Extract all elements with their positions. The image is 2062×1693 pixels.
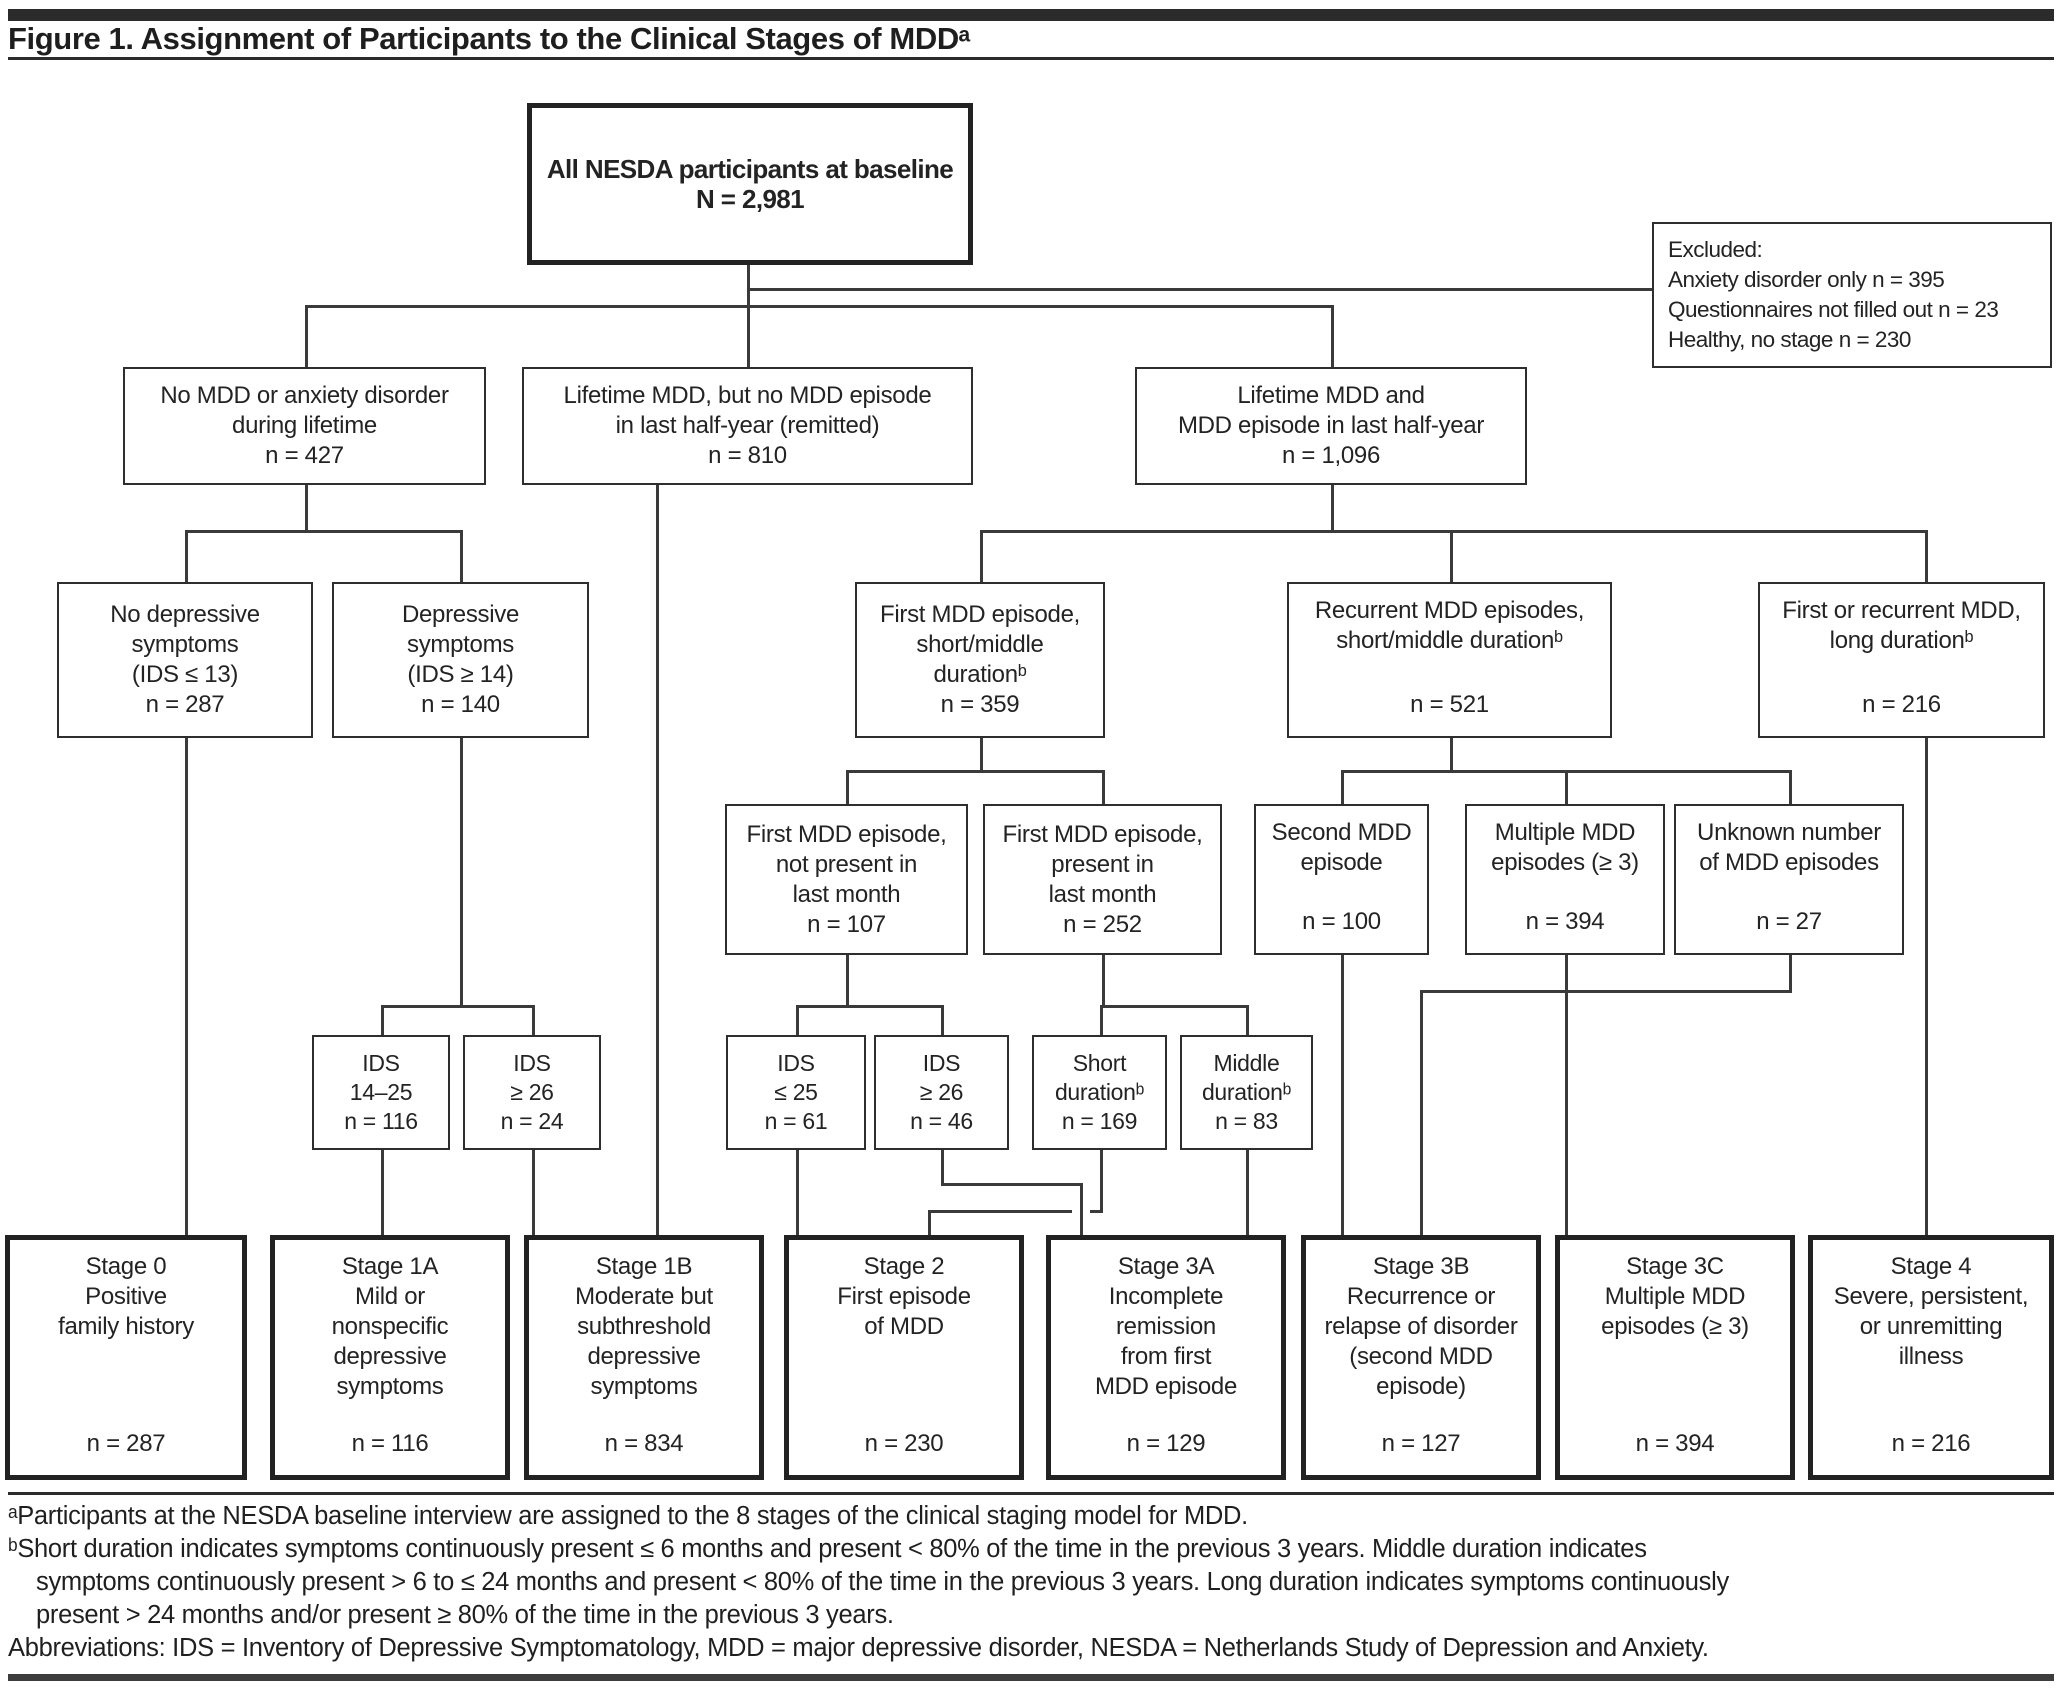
connector bbox=[305, 485, 308, 530]
connector bbox=[381, 1005, 384, 1035]
box-excluded: Excluded: Anxiety disorder only n = 395 Questionnaires not filled out n = 23 Healthy, no stage n = 230 bbox=[1652, 222, 2052, 368]
box-no-depressive-symptoms: No depressive symptoms (IDS ≤ 13) n = 287 bbox=[57, 582, 313, 738]
footnotes bbox=[8, 1500, 2056, 1665]
connector bbox=[460, 530, 463, 582]
connector bbox=[1246, 1005, 1249, 1035]
figure-title: Figure 1. Assignment of Participants to the Clinical Stages of MDDᵃ bbox=[8, 21, 971, 56]
connector bbox=[846, 955, 849, 1005]
connector bbox=[941, 1150, 944, 1183]
connector bbox=[185, 530, 188, 582]
connector bbox=[460, 738, 463, 1005]
connector-remitted-to-stage1b bbox=[656, 485, 659, 1235]
connector bbox=[1450, 738, 1453, 770]
box-stage-3c: Stage 3C Multiple MDD episodes (≥ 3) n = 394 bbox=[1555, 1235, 1795, 1480]
connector bbox=[381, 1150, 384, 1235]
connector bbox=[185, 530, 463, 533]
connector bbox=[1100, 1150, 1103, 1213]
connector bbox=[1341, 955, 1344, 1235]
connector bbox=[796, 1005, 944, 1008]
box-second-episode: Second MDD episode n = 100 bbox=[1254, 804, 1429, 955]
box-middle-duration: Middle durationᵇ n = 83 bbox=[1180, 1035, 1313, 1150]
connector bbox=[980, 738, 983, 770]
box-short-duration: Short durationᵇ n = 169 bbox=[1032, 1035, 1167, 1150]
title-underline bbox=[8, 57, 2054, 60]
connector bbox=[846, 770, 1105, 773]
footnote-a: ᵃParticipants at the NESDA baseline interview are assigned to the 8 stages of the clinical staging model for MDD. bbox=[8, 1502, 1248, 1530]
connector bbox=[980, 530, 1928, 533]
box-stage-1b: Stage 1B Moderate but subthreshold depressive symptoms n = 834 bbox=[524, 1235, 764, 1480]
box-ids-ge26-b: IDS ≥ 26 n = 46 bbox=[874, 1035, 1009, 1150]
box-stage-0: Stage 0 Positive family history n = 287 bbox=[5, 1235, 247, 1480]
footnote-b-line3: present > 24 months and/or present ≥ 80% of the time in the previous 3 years. bbox=[36, 1601, 894, 1629]
connector bbox=[1789, 770, 1792, 804]
connector-longdur-to-stage4 bbox=[1925, 738, 1928, 1235]
connector bbox=[1450, 530, 1453, 582]
connector bbox=[1102, 955, 1105, 1005]
connector bbox=[1925, 530, 1928, 582]
connector bbox=[532, 1150, 535, 1235]
connector-excluded bbox=[747, 288, 1652, 291]
connector bbox=[1246, 1150, 1249, 1235]
connector bbox=[1100, 1005, 1103, 1035]
connector bbox=[846, 770, 849, 804]
footnote-b-line1: ᵇShort duration indicates symptoms continuously present ≤ 6 months and present < 80% of the time in the previous 3 years. Middle duration indicates bbox=[8, 1535, 1647, 1563]
box-no-mdd-lifetime: No MDD or anxiety disorder during lifetime n = 427 bbox=[123, 367, 486, 485]
box-first-episode-short-middle: First MDD episode, short/middle durationᵇ n = 359 bbox=[855, 582, 1105, 738]
box-stage-3a: Stage 3A Incomplete remission from first MDD episode n = 129 bbox=[1046, 1235, 1286, 1480]
box-remitted-mdd: Lifetime MDD, but no MDD episode in last half-year (remitted) n = 810 bbox=[522, 367, 973, 485]
connector bbox=[796, 1150, 799, 1235]
box-all-participants: All NESDA participants at baseline N = 2,981 bbox=[527, 103, 973, 265]
connector bbox=[928, 1210, 931, 1235]
connector bbox=[305, 305, 1334, 308]
box-stage-3b: Stage 3B Recurrence or relapse of disorder (second MDD episode) n = 127 bbox=[1301, 1235, 1541, 1480]
connector bbox=[1420, 990, 1423, 1235]
box-stage-2: Stage 2 First episode of MDD n = 230 bbox=[784, 1235, 1024, 1480]
connector-unknown-to-stage3b bbox=[1420, 990, 1792, 993]
connector bbox=[381, 1005, 535, 1008]
box-multiple-episodes: Multiple MDD episodes (≥ 3) n = 394 bbox=[1465, 804, 1665, 955]
box-first-episode-not-present: First MDD episode, not present in last month n = 107 bbox=[725, 804, 968, 955]
bottom-rule-thick bbox=[8, 1674, 2054, 1681]
box-unknown-episodes: Unknown number of MDD episodes n = 27 bbox=[1674, 804, 1904, 955]
box-stage-4: Stage 4 Severe, persistent, or unremitting illness n = 216 bbox=[1808, 1235, 2054, 1480]
connector bbox=[941, 1005, 944, 1035]
box-ids-14-25: IDS 14–25 n = 116 bbox=[312, 1035, 450, 1150]
box-first-recurrent-long: First or recurrent MDD, long durationᵇ n = 216 bbox=[1758, 582, 2045, 738]
connector bbox=[796, 1005, 799, 1035]
top-rule-thick bbox=[8, 9, 2054, 21]
connector bbox=[1341, 770, 1344, 804]
box-stage-1a: Stage 1A Mild or nonspecific depressive symptoms n = 116 bbox=[270, 1235, 510, 1480]
connector bbox=[980, 530, 983, 582]
footnote-b-line2: symptoms continuously present > 6 to ≤ 24 months and present < 80% of the time in the previous 3 years. Long duration indicates symptoms continuously bbox=[36, 1568, 1729, 1596]
connector bbox=[1789, 955, 1792, 993]
box-recurrent-short-middle: Recurrent MDD episodes, short/middle durationᵇ n = 521 bbox=[1287, 582, 1612, 738]
connector-nodep-to-stage0 bbox=[185, 738, 188, 1235]
connector bbox=[1080, 1183, 1083, 1235]
footnote-abbreviations: Abbreviations: IDS = Inventory of Depressive Symptomatology, MDD = major depressive disorder, NESDA = Netherlands Study of Depression and Anxiety. bbox=[8, 1634, 1709, 1662]
connector bbox=[941, 1183, 1083, 1186]
footnote-rule bbox=[8, 1492, 2054, 1495]
box-first-episode-present: First MDD episode, present in last month n = 252 bbox=[983, 804, 1222, 955]
connector bbox=[928, 1210, 1072, 1213]
connector bbox=[1100, 1005, 1249, 1008]
connector bbox=[1090, 1210, 1103, 1213]
connector bbox=[1331, 305, 1334, 367]
connector bbox=[532, 1005, 535, 1035]
box-ids-ge26-a: IDS ≥ 26 n = 24 bbox=[463, 1035, 601, 1150]
box-ids-le25: IDS ≤ 25 n = 61 bbox=[726, 1035, 866, 1150]
box-current-mdd: Lifetime MDD and MDD episode in last half-year n = 1,096 bbox=[1135, 367, 1527, 485]
connector bbox=[1102, 770, 1105, 804]
box-depressive-symptoms: Depressive symptoms (IDS ≥ 14) n = 140 bbox=[332, 582, 589, 738]
connector bbox=[1565, 955, 1568, 1235]
connector bbox=[1331, 485, 1334, 530]
connector bbox=[305, 305, 308, 367]
connector bbox=[1565, 770, 1568, 804]
connector bbox=[747, 265, 750, 367]
